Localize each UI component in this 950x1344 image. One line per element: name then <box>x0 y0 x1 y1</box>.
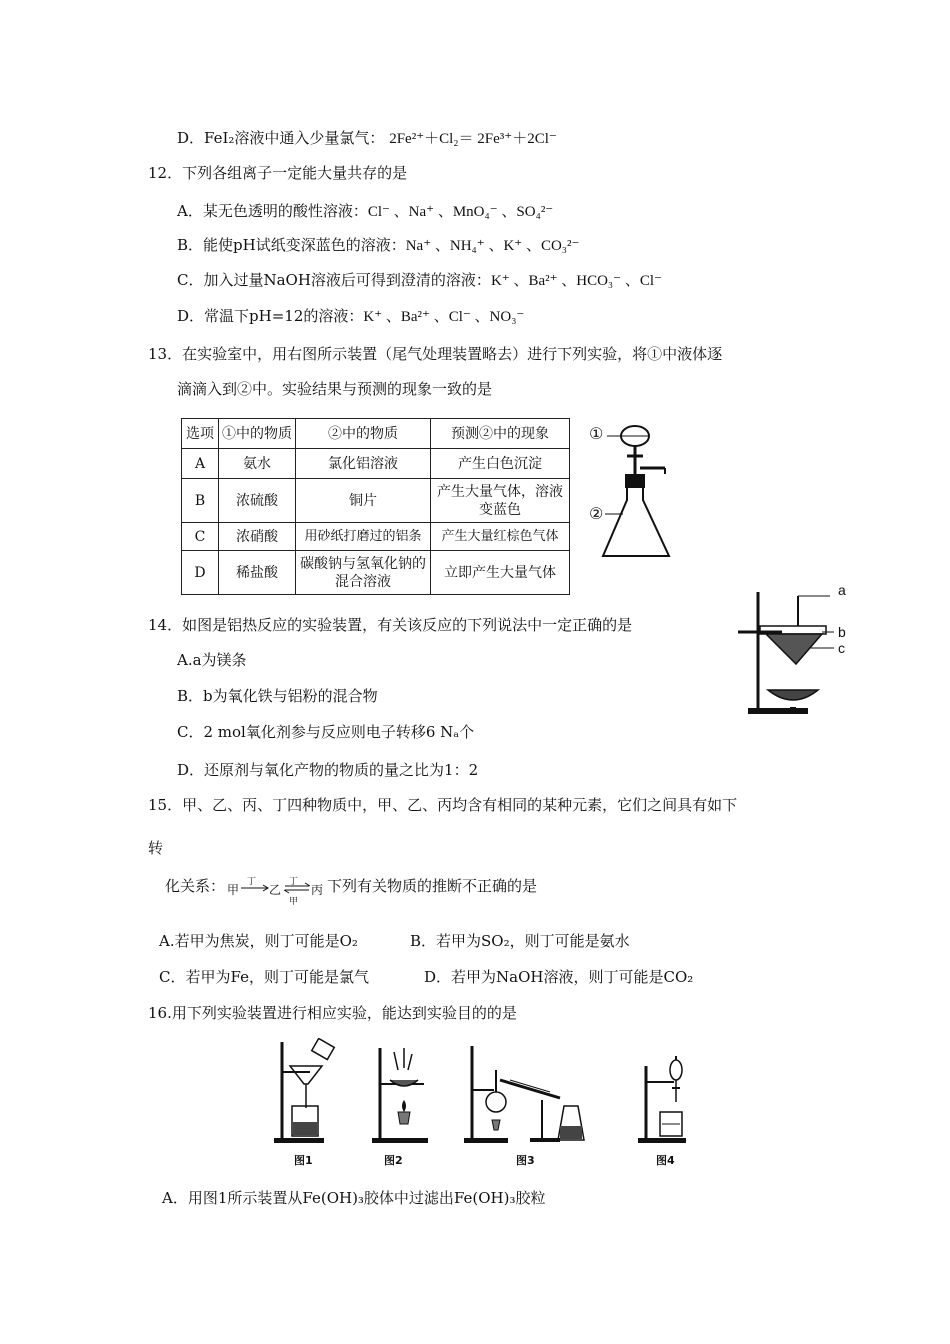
q13-cell: 氨水 <box>219 449 296 479</box>
q15-stem-line3 <box>165 876 538 907</box>
q12-option-a <box>177 201 553 222</box>
q15-stem-line2: 转 <box>148 839 164 857</box>
q13-cell: 用砂纸打磨过的铝条 <box>296 523 431 551</box>
q13-table-row <box>182 551 570 595</box>
q12-option-d-ions: K⁺ 、Ba²⁺ 、Cl⁻ 、NO₃⁻ <box>363 309 525 325</box>
q15-option-b: B．若甲为SO₂，则丁可能是氨水 <box>410 932 630 950</box>
q12-stem: 12．下列各组离子一定能大量共存的是 <box>148 164 408 182</box>
q14-option-d: D．还原剂与氧化产物的物质的量之比为1：2 <box>177 761 479 779</box>
q16-figure-4-separatory-funnel <box>636 1052 696 1148</box>
q14-option-c: C．2 mol氧化剂参与反应则电子转移6 Nₐ个 <box>177 723 475 741</box>
q15-scheme-ding1: 丁 <box>247 877 257 887</box>
q14-fig-label-a: a <box>838 582 846 598</box>
q13-cell: A <box>182 449 219 479</box>
q15-stem-line1: 15．甲、乙、丙、丁四种物质中，甲、乙、丙均含有相同的某种元素，它们之间具有如下 <box>148 796 738 814</box>
q15-scheme-ding2: 丁 <box>289 877 299 887</box>
q14-thermite-figure <box>738 582 858 722</box>
q12-option-c <box>177 270 662 291</box>
q13-th-option: 选项 <box>182 419 219 449</box>
q13-cell: 立即产生大量气体 <box>431 551 570 595</box>
q16-figure-3-distillation <box>460 1040 590 1148</box>
q16-caption-4: 图4 <box>656 1154 675 1167</box>
q15-option-d: D．若甲为NaOH溶液，则丁可能是CO₂ <box>424 968 694 986</box>
q11-option-d-equation: 2Fe²⁺＋Cl₂＝ 2Fe³⁺＋2Cl⁻ <box>389 131 557 147</box>
q13-cell: 氯化铝溶液 <box>296 449 431 479</box>
q13-th-liquid1: ①中的物质 <box>219 419 296 449</box>
q15-scheme-jia2: 甲 <box>289 897 299 907</box>
q16-figure-1-filtration <box>270 1038 340 1148</box>
q12-option-a-text: A．某无色透明的酸性溶液： <box>177 202 368 220</box>
q13-table-header-row <box>182 419 570 449</box>
q16-option-a: A．用图1所示装置从Fe(OH)₃胶体中过滤出Fe(OH)₃胶粒 <box>162 1189 546 1207</box>
q12-option-a-ions: Cl⁻ 、Na⁺ 、MnO₄⁻ 、SO₄²⁻ <box>367 204 554 220</box>
q13-cell: D <box>182 551 219 595</box>
q13-cell: 铜片 <box>296 479 431 523</box>
q13-stem-line2: 滴滴入到②中。实验结果与预测的现象一致的是 <box>177 380 493 398</box>
q15-stem3-post: 下列有关物质的推断不正确的是 <box>327 877 538 895</box>
q13-stem-line1: 13．在实验室中，用右图所示装置（尾气处理装置略去）进行下列实验，将①中液体逐 <box>148 345 723 363</box>
q15-scheme-bing: 丙 <box>311 883 324 897</box>
q12-option-d-text: D．常温下pH=12的溶液： <box>177 307 364 325</box>
q13-table-row <box>182 523 570 551</box>
q15-scheme-jia: 甲 <box>227 883 240 897</box>
q16-caption-2: 图2 <box>384 1154 403 1167</box>
q13-table-row <box>182 479 570 523</box>
q16-caption-3: 图3 <box>516 1154 535 1167</box>
q13-table <box>181 418 570 595</box>
q12-option-c-text: C．加入过量NaOH溶液后可得到澄清的溶液： <box>177 271 491 289</box>
q14-option-a: A.a为镁条 <box>177 651 247 669</box>
q13-cell: 浓硫酸 <box>219 479 296 523</box>
q16-stem: 16.用下列实验装置进行相应实验，能达到实验目的的是 <box>148 1004 517 1022</box>
q14-fig-label-c: c <box>838 640 845 656</box>
q14-fig-label-b: b <box>838 624 846 640</box>
q13-apparatus-figure <box>585 418 695 568</box>
q16-figure-2-evaporation <box>368 1040 438 1148</box>
q12-option-b-text: B．能使pH试纸变深蓝色的溶液： <box>177 236 406 254</box>
q11-option-d <box>177 128 557 149</box>
q13-th-liquid2: ②中的物质 <box>296 419 431 449</box>
q12-option-c-ions: K⁺ 、Ba²⁺ 、HCO₃⁻ 、Cl⁻ <box>490 273 662 289</box>
q12-option-b <box>177 235 579 256</box>
q13-th-phenomenon: 预测②中的现象 <box>431 419 570 449</box>
q13-cell: B <box>182 479 219 523</box>
q14-stem: 14．如图是铝热反应的实验装置，有关该反应的下列说法中一定正确的是 <box>148 616 633 634</box>
q13-cell: 产生大量红棕色气体 <box>431 523 570 551</box>
q14-option-b: B．b为氧化铁与铝粉的混合物 <box>177 687 378 705</box>
q13-cell: 产生大量气体，溶液变蓝色 <box>431 479 570 523</box>
q12-option-d <box>177 306 524 327</box>
q13-cell: C <box>182 523 219 551</box>
q15-option-a: A.若甲为焦炭，则丁可能是O₂ <box>159 932 358 950</box>
q11-option-d-text: D．FeI₂溶液中通入少量氯气： <box>177 129 385 147</box>
q16-caption-1: 图1 <box>294 1154 313 1167</box>
q13-cell: 产生白色沉淀 <box>431 449 570 479</box>
q15-scheme-yi: 乙 <box>269 883 282 897</box>
q13-cell: 稀盐酸 <box>219 551 296 595</box>
q15-conversion-scheme <box>225 876 327 907</box>
q12-option-b-ions: Na⁺ 、NH₄⁺ 、K⁺ 、CO₃²⁻ <box>405 238 580 254</box>
q13-fig-label-1: ① <box>589 424 604 443</box>
q13-cell: 浓硝酸 <box>219 523 296 551</box>
q13-cell: 碳酸钠与氢氧化钠的混合溶液 <box>296 551 431 595</box>
q15-stem3-pre: 化关系： <box>165 877 226 895</box>
q15-option-c: C．若甲为Fe，则丁可能是氯气 <box>159 968 369 986</box>
q13-fig-label-2: ② <box>589 504 604 523</box>
q13-table-row <box>182 449 570 479</box>
